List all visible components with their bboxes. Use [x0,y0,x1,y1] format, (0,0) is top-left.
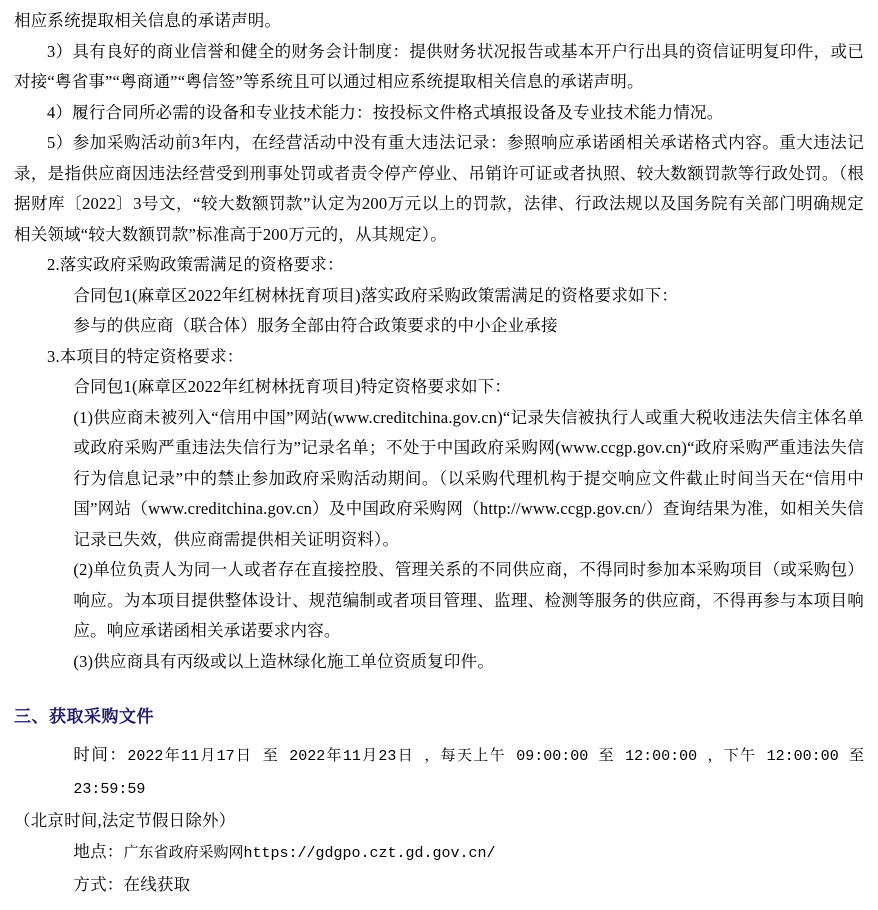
paragraph-special-requirement-1: (1)供应商未被列入“信用中国”网站(www.creditchina.gov.cn)“记录失信被执行人或重大税收违法失信主体名单或政府采购严重违法失信行为”记录名单；不处于中国政府采购网(www.ccgp.gov.cn)“政府采购严重违法失信行为信息记录”中的禁止参加政府采购活动期间。（以采购代理机构于提交响应文件截止时间当天在“信用中国”网站（www.creditchina.gov.cn）及中国政府采购网（http://www.ccgp.gov.cn/）查询结果为准，如相关失信记录已失效，供应商需提供相关证明资料）。 [73,407,864,549]
paragraph-item-3: 3）具有良好的商业信誉和健全的财务会计制度：提供财务状况报告或基本开户行出具的资信证明复印件，或已对接“粤省事”“粤商通”“粤信签”等系统且可以通过相应系统提取相关信息的承诺声明。 [14,41,864,91]
acquisition-method-value: 在线获取 [123,875,191,894]
acquisition-time-note: （北京时间,法定节假日除外） [14,811,236,830]
paragraph-item-5: 5）参加采购活动前3年内，在经营活动中没有重大违法记录：参照响应承诺函相关承诺格式内容。重大违法记录，是指供应商因违法经营受到刑事处罚或者责令停产停业、吊销许可证或者执照、较大数额罚款等行政处罚。（根据财库〔2022〕3号文，“较大数额罚款”认定为200万元以上的罚款，法律、行政法规以及国务院有关部门明确规定相关领域“较大数额罚款”标准高于200万元的，从其规定）。 [14,133,864,244]
acquisition-place-label: 地点： [73,842,124,861]
acquisition-details [14,739,864,900]
paragraph-continuation: 相应系统提取相关信息的承诺声明。 [14,11,282,30]
acquisition-place-value: 广东省政府采购网https://gdgpo.czt.gd.gov.cn/ [123,845,496,862]
paragraph-special-requirement-3: (3)供应商具有丙级或以上造林绿化施工单位资质复印件。 [73,651,495,671]
paragraph-policy-requirements-package1: 合同包1(麻章区2022年红树林抚育项目)落实政府采购政策需满足的资格要求如下： [73,285,679,305]
paragraph-special-requirements-package1: 合同包1(麻章区2022年红树林抚育项目)特定资格要求如下： [73,377,512,396]
paragraph-policy-requirements-sme: 参与的供应商（联合体）服务全部由符合政策要求的中小企业承接 [73,316,558,335]
paragraph-item-4: 4）履行合同所必需的设备和专业技术能力：按投标文件格式填报设备及专业技术能力情况。 [47,102,724,122]
acquisition-place-line [14,836,864,869]
acquisition-time-label: 时间： [73,745,128,764]
acquisition-time-line [14,739,864,805]
paragraph-special-requirement-2: (2)单位负责人为同一人或者存在直接控股、管理关系的不同供应商，不得同时参加本采购项目（或采购包）响应。为本项目提供整体设计、规范编制或者项目管理、监理、检测等服务的供应商，不得再参与本项目响应。响应承诺函相关承诺要求内容。 [73,560,864,640]
acquisition-method-label: 方式： [73,875,124,894]
acquisition-method-line [14,869,864,900]
paragraph-policy-requirements-title: 2.落实政府采购政策需满足的资格要求： [47,255,344,274]
section-heading-acquire-documents: 三、获取采购文件 [14,707,154,726]
acquisition-time-value: 2022年11月17日 至 2022年11月23日 ，每天上午 09:00:00 至 12:00:00 ，下午 12:00:00 至 23:59:59 [73,748,864,798]
paragraph-special-requirements-title: 3.本项目的特定资格要求： [47,346,244,366]
